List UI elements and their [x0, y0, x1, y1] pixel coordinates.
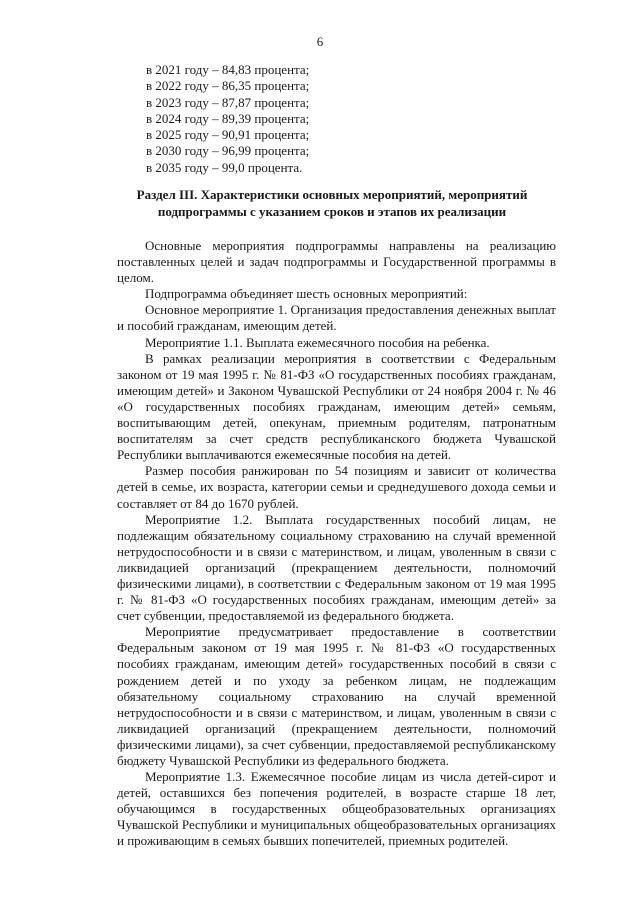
paragraph: Размер пособия ранжирован по 54 позициям и зависит от количества детей в семье, их возраста, категории семьи и среднедушевого дохода семьи и составляет от 84 до 1670 рублей. [117, 463, 556, 511]
page-number: 6 [316, 34, 324, 49]
list-item: в 2025 году – 90,91 процента; [146, 127, 310, 143]
paragraph: Подпрограмма объединяет шесть основных мероприятий: [145, 286, 468, 302]
paragraph: Мероприятие 1.3. Ежемесячное пособие лицам из числа детей-сирот и детей, оставшихся без попечения родителей, в возрасте старше 18 лет, обучающимся в государственных общеобразовательных организациях Чувашской Республики и муниципальных общеобразовательных организациях и проживающим в семьях бывших попечителей, приемных родителей. [117, 769, 556, 849]
percentage-list [146, 62, 309, 176]
paragraph: В рамках реализации мероприятия в соответствии с Федеральным законом от 19 мая 1995 г. № 81-ФЗ «О государственных пособиях гражданам, имеющим детей» и Законом Чувашской Республики от 24 ноября 2004 г. № 46 «О государственных пособиях гражданам, имеющим детей» семьям, воспитывающим детей, опекунам, приемным родителям, патронатным воспитателям за счет средств республиканского бюджета Чувашской Республики выплачиваются ежемесячные пособия на детей. [117, 350, 556, 463]
section-title: Раздел III. Характеристики основных мероприятий, мероприятий подпрограммы с указанием сроков и этапов их реализации [136, 187, 528, 219]
list-item: в 2023 году – 87,87 процента; [146, 94, 310, 110]
list-item: в 2022 году – 86,35 процента; [146, 78, 310, 94]
body-text [117, 238, 556, 850]
list-item: в 2024 году – 89,39 процента; [146, 110, 310, 126]
paragraph: Мероприятие 1.2. Выплата государственных пособий лицам, не подлежащим обязательному социальному страхованию на случай временной нетрудоспособности и в связи с материнством, и лицам, уволенным в связи с ликвидацией организаций (прекращением деятельности, полномочий физическими лицами), в соответствии с Федеральным законом от 19 мая 1995 г. № 81-ФЗ «О государственных пособиях гражданам, имеющим детей» за счет субвенции, предоставляемой из федерального бюджета. [117, 511, 556, 624]
paragraph: Основное мероприятие 1. Организация предоставления денежных выплат и пособий гражданам, имеющим детей. [117, 302, 556, 334]
paragraph: Мероприятие 1.1. Выплата ежемесячного пособия на ребенка. [145, 334, 490, 350]
list-item: в 2035 году – 99,0 процента. [146, 159, 303, 175]
list-item: в 2021 году – 84,83 процента; [146, 62, 310, 77]
paragraph: Мероприятие предусматривает предоставление в соответствии Федеральным законом от 19 мая 1995 г. № 81-ФЗ «О государственных пособиях гражданам, имеющим детей» государственных пособий в связи с рождением детей и по уходу за ребенком лицам, не подлежащим обязательному социальному страхованию на случай временной нетрудоспособности и в связи с материнством, и лицам, уволенным в связи с ликвидацией организаций (прекращением деятельности, полномочий физическими лицами), за счет субвенции, предоставляемой республиканскому бюджету Чувашской Республики из федерального бюджета. [117, 624, 556, 768]
paragraph: Основные мероприятия подпрограммы направлены на реализацию поставленных целей и задач подпрограммы и Государственной программы в целом. [117, 238, 556, 286]
list-item: в 2030 году – 96,99 процента; [146, 143, 310, 159]
